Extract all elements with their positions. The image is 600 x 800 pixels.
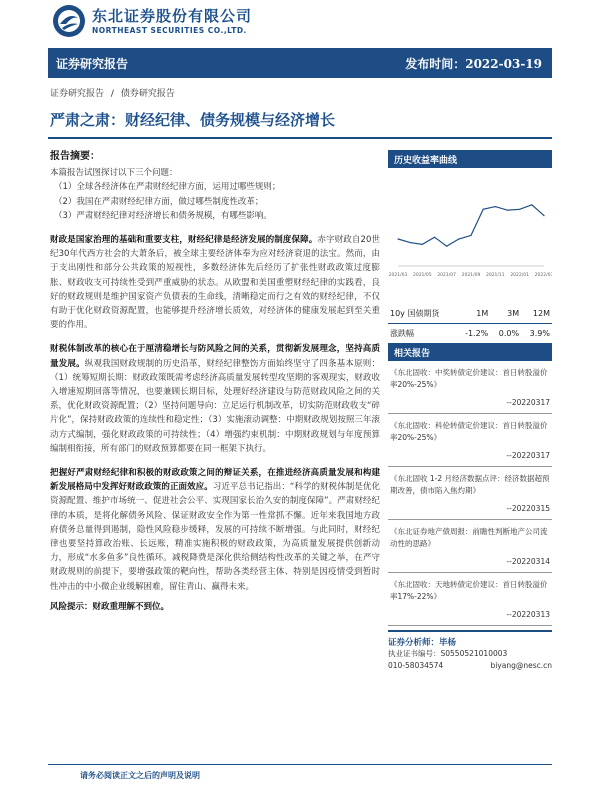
summary-item: （3）严肃财经纪律对经济增长和债务规模，有哪些影响。	[54, 210, 272, 221]
table-cell: 涨跌幅	[390, 329, 414, 338]
x-tick-label: 2021/03	[388, 273, 408, 278]
analyst-contact	[388, 660, 552, 672]
report-title[interactable]: 《东北证券地产债周报：前瞻性判断地产公司流动性的思路》	[390, 527, 548, 548]
risk-warning: 风险提示：财政重理解不到位。	[50, 601, 170, 612]
report-title[interactable]: 《东北固收：中奖转债定价建议：首日转股溢价率20%-25%》	[390, 368, 548, 389]
x-tick-label: 2022/01	[510, 273, 530, 278]
report-date: --20220317	[506, 451, 550, 460]
publish-date: 发布时间：2022-03-19	[405, 57, 542, 71]
paragraph-lead: 财税体制改革的核心在于厘清稳增长与防风险之间的关系，贯彻新发展理念，坚持高质量发展。	[50, 344, 380, 369]
paragraph-lead: 把握好严肃财经纪律和积极的财政政策之间的辩证关系，在推进经济高质量发展和构建新发展格局中发挥好财政政策的正面效应。	[50, 468, 380, 493]
table-cell: 0.0%	[498, 329, 520, 338]
footer-disclaimer: 请务必阅读正文之后的声明及说明	[80, 771, 200, 780]
data-point	[410, 242, 411, 243]
data-point	[434, 237, 435, 238]
yield-chart-svg	[388, 168, 552, 288]
paragraph-3	[50, 466, 380, 594]
x-tick-label: 2021/07	[437, 273, 457, 278]
paragraph-lead: 财政是国家治理的基础和重要支柱，财经纪律是经济发展的制度保障。	[50, 235, 318, 246]
data-point	[531, 204, 532, 205]
data-point	[470, 235, 471, 236]
table-header-cell: 3M	[507, 309, 520, 318]
breadcrumb-item[interactable]: 证券研究报告	[50, 89, 105, 99]
analyst-cert	[388, 648, 552, 660]
company-name-en: NORTHEAST SECURITIES CO.,LTD.	[92, 26, 247, 35]
report-banner	[48, 48, 552, 78]
report-date: --20220313	[506, 610, 550, 619]
company-name-cn: 东北证券股份有限公司	[92, 7, 253, 25]
x-tick-label: 2021/09	[461, 273, 481, 278]
report-item[interactable]	[388, 414, 552, 467]
report-date: --20220317	[506, 398, 550, 407]
report-title[interactable]: 《东北固收 1-2 月经济数据点评：经济数据超预期改善，债市陷入焦灼期》	[390, 474, 550, 495]
table-header-cell: 1M	[476, 309, 489, 318]
report-item[interactable]	[388, 361, 552, 414]
data-point	[446, 246, 447, 247]
paragraph-body: 赤字财政自20世纪30年代西方社会的大萧条后，被全球主要经济体奉为应对经济衰退的法宝。然而，由于支出刚性和部分公共政策的短视性，多数经济体先后经历了扩张性财政政策过度膨胀、财政收支可持续性受到严重威胁的状态。从欧盟和美国重塑财经纪律的实践看，良好的财政规则是维护国家资产负债表的生命线，清晰稳定而行之有效的财经纪律，不仅有助于优化财政资源配置，也能够提升经济增长质效，对经济体的健康发展起到至关重要的作用。	[50, 235, 380, 331]
report-date: --20220315	[506, 504, 550, 513]
report-title[interactable]: 《东北固收：科伦转债定价建议：首日转股溢价率20%-25%》	[390, 421, 548, 442]
related-reports	[388, 343, 552, 626]
analyst-label: 证券分析师：	[388, 638, 440, 648]
table-cell: 3.9%	[529, 329, 550, 338]
report-date: --20220314	[506, 557, 550, 566]
x-tick-label: 2021/05	[412, 273, 432, 278]
footer-divider	[48, 764, 552, 765]
chart-header: 历史收益率曲线	[388, 150, 552, 168]
report-type: 证券研究报告	[56, 57, 129, 71]
series-line	[398, 205, 544, 246]
table-header-row	[388, 304, 552, 324]
analyst-header	[388, 630, 552, 648]
yield-chart	[388, 168, 552, 288]
table-header-cell: 12M	[532, 309, 550, 318]
analyst-email[interactable]: biyang@nesc.cn	[490, 661, 552, 670]
data-point	[519, 209, 520, 210]
title-divider	[48, 137, 552, 139]
report-item[interactable]	[388, 520, 552, 573]
report-item[interactable]	[388, 467, 552, 520]
x-tick-label: 2022/03	[534, 273, 552, 278]
cert-number: S0550521010003	[440, 649, 508, 658]
breadcrumb	[50, 86, 179, 99]
data-point	[483, 209, 484, 210]
cert-label: 执业证书编号：	[388, 649, 441, 658]
data-point	[507, 210, 508, 211]
table-cell: -1.2%	[465, 329, 489, 338]
breadcrumb-separator: /	[110, 89, 114, 99]
related-reports-header: 相关报告	[388, 343, 552, 361]
summary-item: （2）我国在严肃财经纪律方面，做过哪些制度性改革；	[54, 196, 264, 207]
paragraph-body: 习近平总书记指出：“科学的财税体制是优化资源配置、维护市场统一、促进社会公平、实现国家长治久安的制度保障”。严肃财经纪律的本质，是将化解债务风险、保证财政安全作为第一性常抓不懈。近年来我国地方政府债务总量得到遏制，隐性风险稳步缓释，发展的可持续不断增强。与此同时，财经纪律也要坚持算政治账、长远账，精准实施积极的财政政策，为高质量发展提供创新动力，形成“水多鱼多”良性循环。减税降费是深化供给侧结构性改革的关键之举，在严守财政规则的前提下，要增强政策的靶向性，帮助各类经营主体、特别是因疫情受到暂时性冲击的中小微企业缓解困难，留住青山、赢得未来。	[50, 482, 380, 592]
table-row	[388, 324, 552, 344]
paragraph-1	[50, 233, 380, 332]
paragraph-2	[50, 342, 380, 456]
header	[0, 0, 600, 45]
table-header-cell: 10y 国债期货	[390, 309, 440, 318]
main-content	[50, 150, 380, 614]
summary-item: （1）全球各经济体在严肃财经纪律方面，运用过哪些规则；	[54, 182, 281, 193]
data-point	[458, 238, 459, 239]
summary-intro: 本篇报告试图探讨以下三个问题：	[50, 168, 178, 179]
x-tick-label: 2021/11	[485, 273, 505, 278]
analyst-info	[388, 630, 552, 672]
paragraph-body: 纵观我国财政规制的历史沿革，财经纪律整饬方面始终坚守了四条基本原则：（1）统筹短期长期：财政政策既需考虑经济高质量发展转型攻坚期的客观现实，财政收入增速短期回落等情况，也要兼顾长期目标，处理好经济建设与防范财政风险之间的关系，优化财政资源配置；（2）坚持问题导向：立足运行机制改革，切实防范财政收支“碎片化”，保持财政政策的连续性和稳定性；（3）实施滚动调整：中期财政规划按照三年滚动方式编制，强化财政政策的可持续性；（4）增强约束机制：中期财政规划与年度预算编制相衔接，所有部门的财政预算都要在同一框架下执行。	[50, 358, 380, 454]
analyst-phone: 010-58034574	[388, 661, 444, 670]
report-title[interactable]: 《东北固收：天地转债定价建议：首日转股溢价率17%-22%》	[390, 580, 548, 601]
data-point	[422, 244, 423, 245]
company-logo-icon	[52, 4, 86, 38]
analyst-name: 毕杨	[439, 638, 457, 648]
sidebar-chart-section	[388, 150, 552, 343]
performance-table	[388, 304, 552, 343]
data-point	[397, 238, 398, 239]
page-title: 严肃之肃：财经纪律、债务规模与经济增长	[50, 111, 336, 129]
report-item[interactable]	[388, 573, 552, 626]
summary-heading: 报告摘要：	[50, 151, 100, 162]
data-point	[495, 206, 496, 207]
breadcrumb-item[interactable]: 债券研究报告	[120, 89, 175, 99]
data-point	[543, 215, 544, 216]
